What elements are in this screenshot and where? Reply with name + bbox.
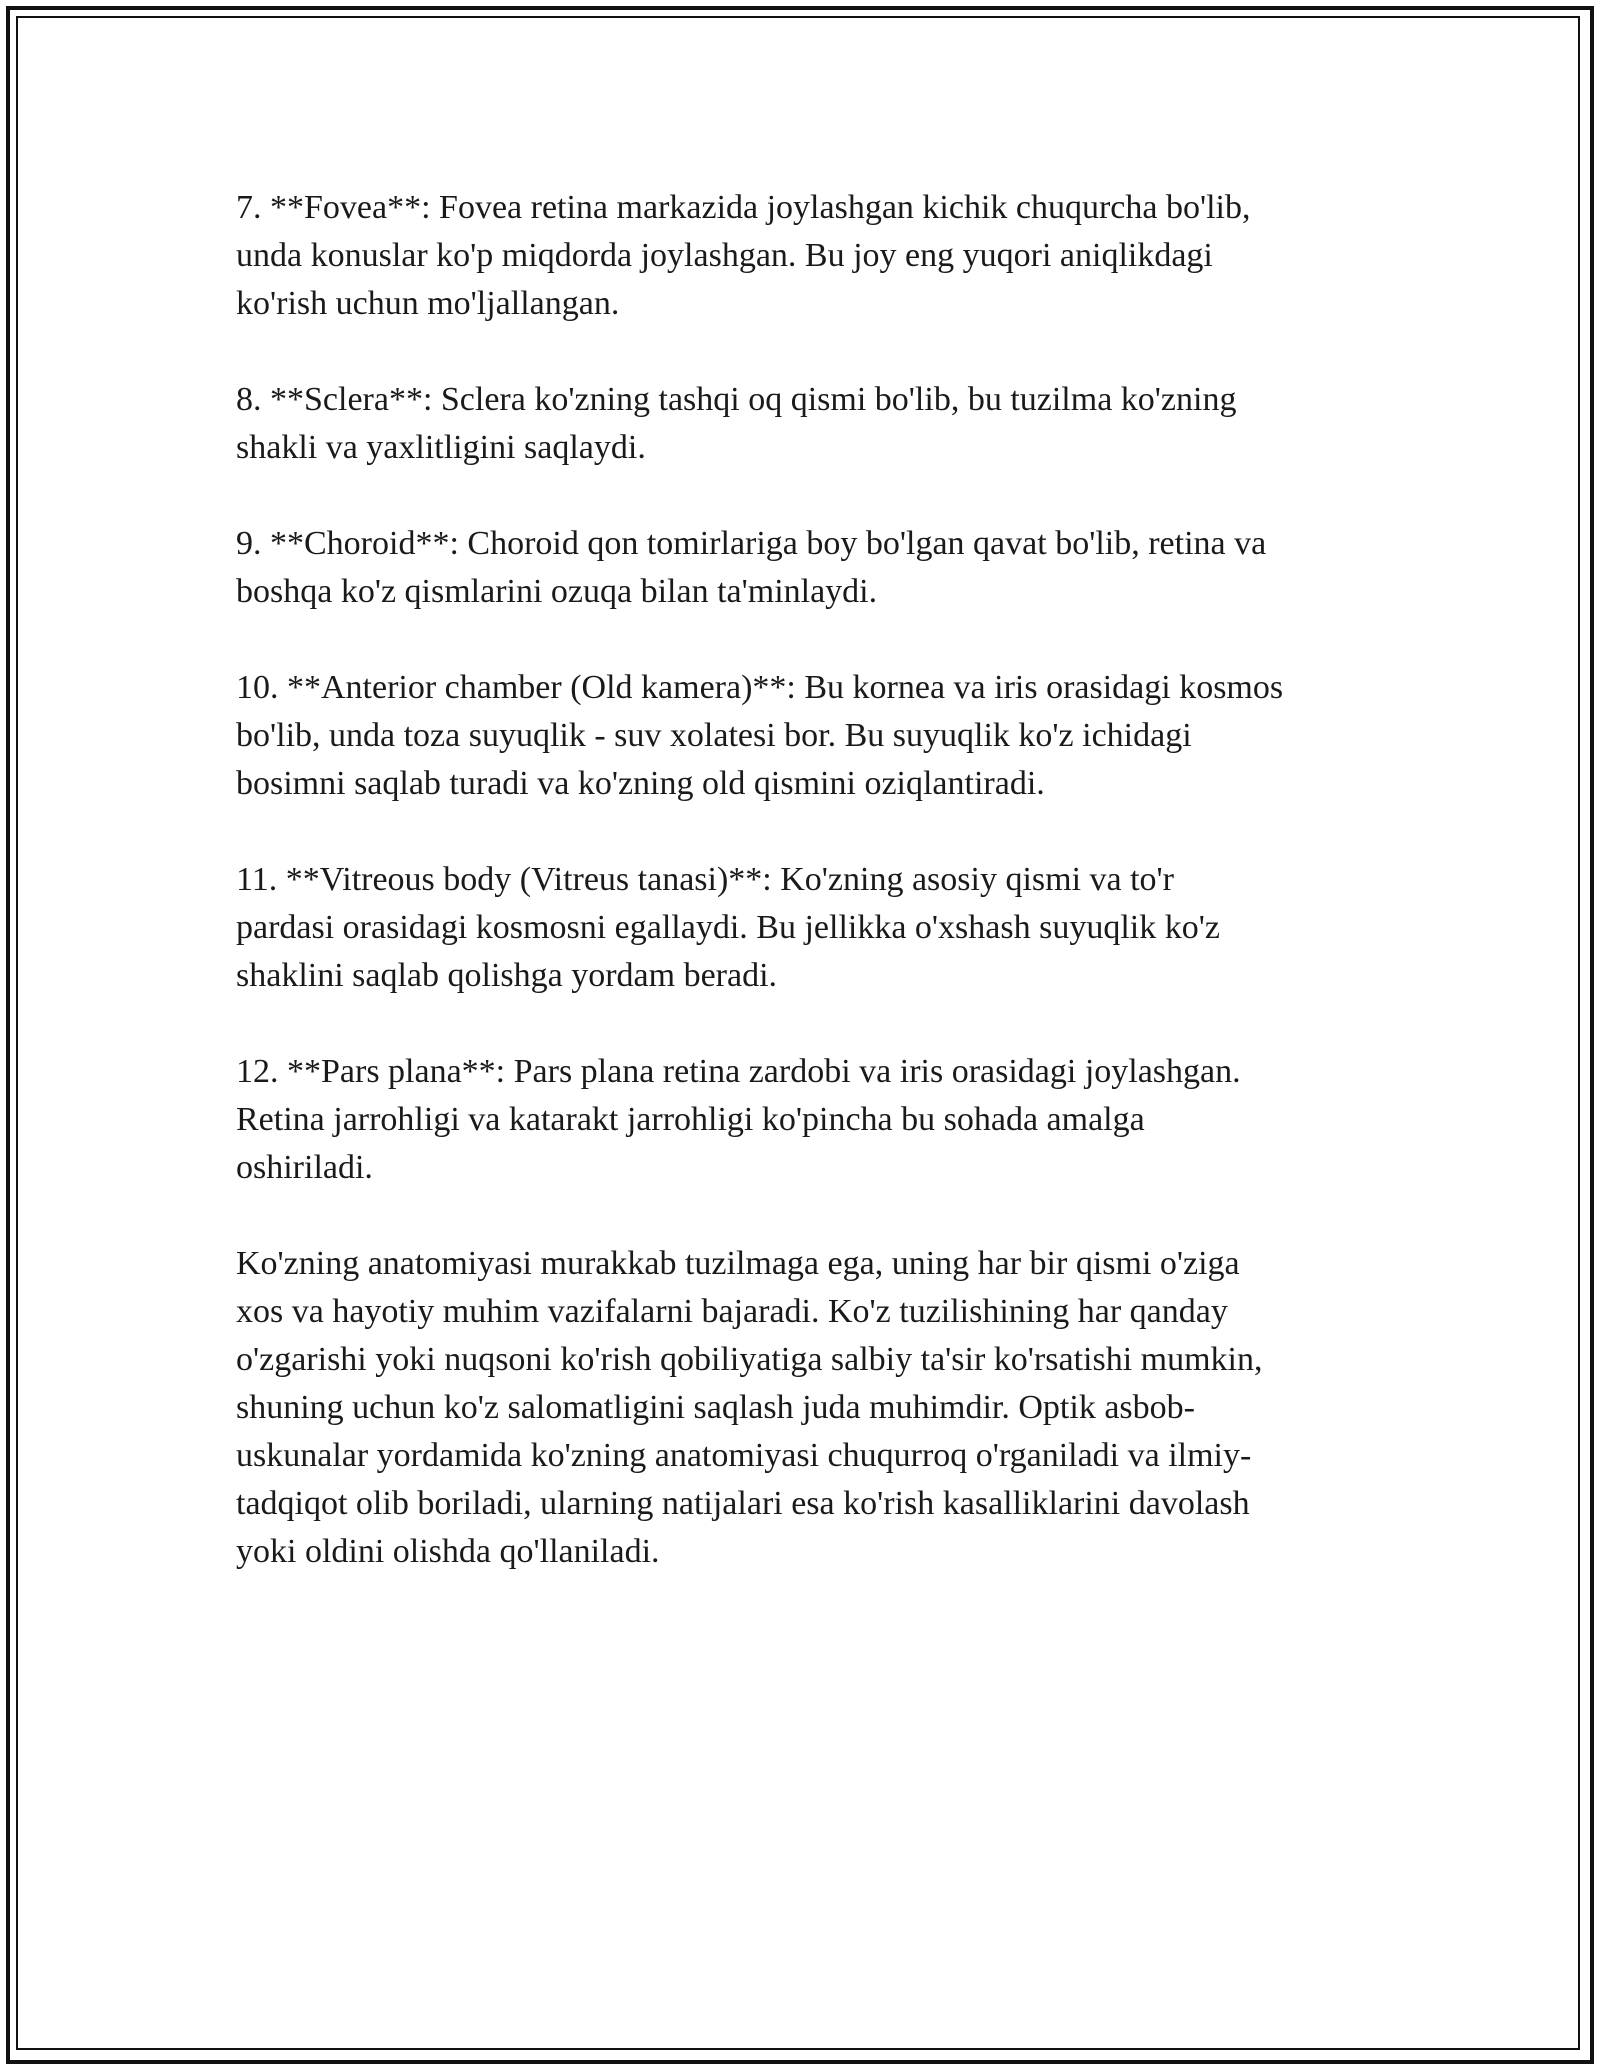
paragraph-choroid: 9. **Choroid**: Choroid qon tomirlariga boy bo'lgan qavat bo'lib, retina va boshqa ko'z qismlarini ozuqa bilan ta'minlaydi. bbox=[236, 525, 1267, 610]
paragraph-sclera: 8. **Sclera**: Sclera ko'zning tashqi oq qismi bo'lib, bu tuzilma ko'zning shakli va yaxlitligini saqlaydi. bbox=[236, 381, 1237, 466]
paragraph-fovea: 7. **Fovea**: Fovea retina markazida joylashgan kichik chuqurcha bo'lib, unda konuslar ko'p miqdorda joylashgan. Bu joy eng yuqori aniqlikdagi ko'rish uchun mo'ljallangan. bbox=[236, 189, 1251, 322]
document-body bbox=[236, 184, 1376, 1624]
paragraph-anterior-chamber: 10. **Anterior chamber (Old kamera)**: Bu kornea va iris orasidagi kosmos bo'lib, unda toza suyuqlik - suv xolatesi bor. Bu suyuqlik ko'z ichidagi bosimni saqlab turadi va ko'zning old qismini oziqlantiradi. bbox=[236, 669, 1284, 802]
paragraph-conclusion: Ko'zning anatomiyasi murakkab tuzilmaga ega, uning har bir qismi o'ziga xos va hayotiy muhim vazifalarni bajaradi. Ko'z tuzilishining har qanday o'zgarishi yoki nuqsoni ko'rish qobiliyatiga salbiy ta'sir ko'rsatishi mumkin, shuning uchun ko'z salomatligini saqlash juda muhimdir. Optik asbob- uskunalar yordamida ko'zning anatomiyasi chuqurroq o'rganiladi va ilmiy- tadqiqot olib boriladi, ularning natijalari esa ko'rish kasalliklarini davolash yoki oldini olishda qo'llaniladi. bbox=[236, 1245, 1263, 1570]
paragraph-pars-plana: 12. **Pars plana**: Pars plana retina zardobi va iris orasidagi joylashgan. Retina jarrohligi va katarakt jarrohligi ko'pincha bu sohada amalga oshiriladi. bbox=[236, 1053, 1241, 1186]
paragraph-vitreous-body: 11. **Vitreous body (Vitreus tanasi)**: Ko'zning asosiy qismi va to'r pardasi orasidagi kosmosni egallaydi. Bu jellikka o'xshash suyuqlik ko'z shaklini saqlab qolishga yordam beradi. bbox=[236, 861, 1220, 994]
